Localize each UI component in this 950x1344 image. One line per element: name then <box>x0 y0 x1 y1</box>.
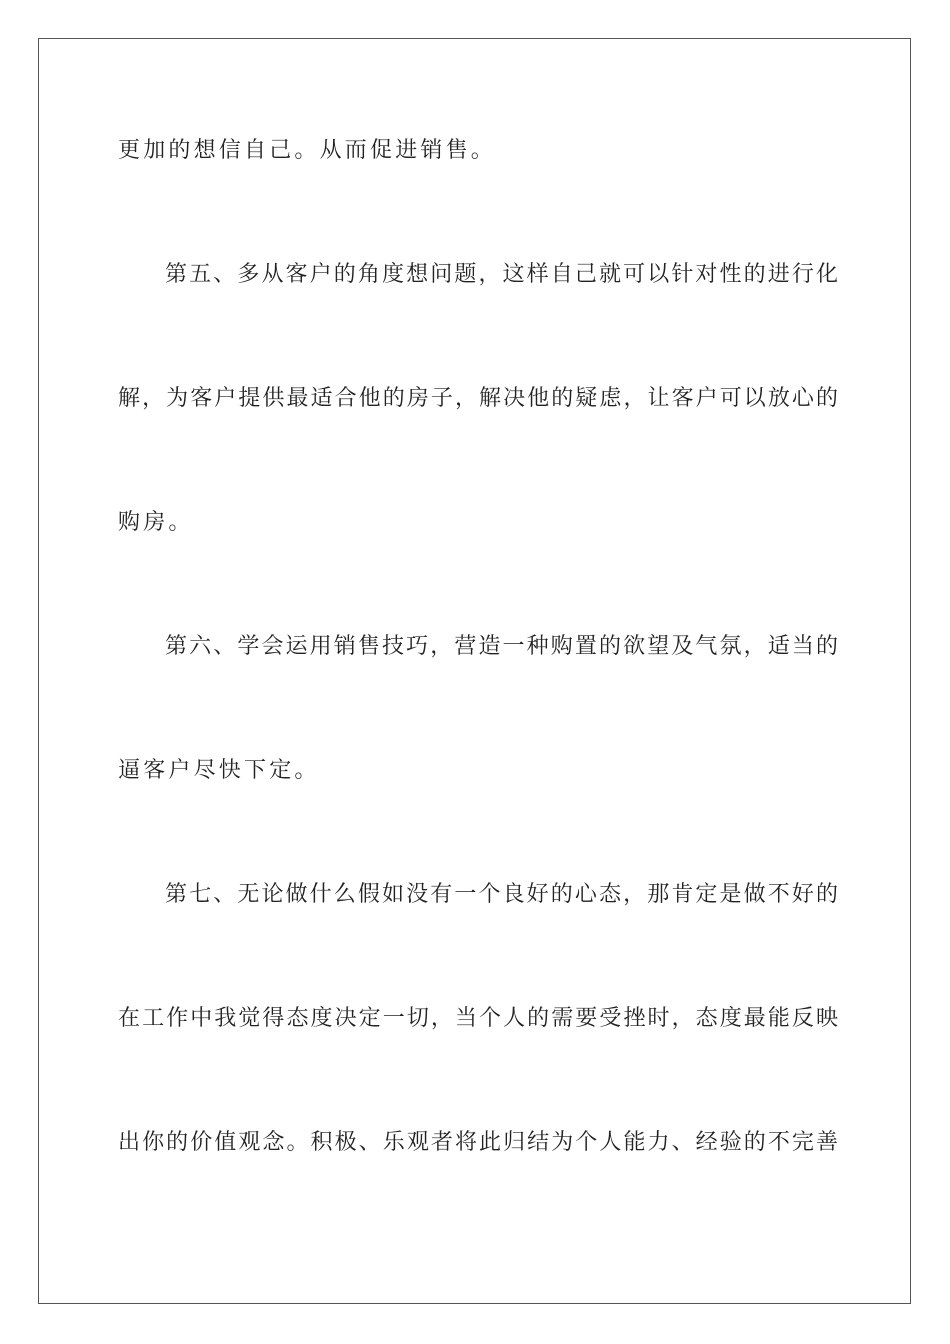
text-line-8: 在工作中我觉得态度决定一切，当个人的需要受挫时，态度最能反映 <box>118 1006 838 1031</box>
text-line-7: 第七、无论做什么假如没有一个良好的心态，那肯定是做不好的 <box>165 882 838 907</box>
text-line-3: 解，为客户提供最适合他的房子，解决他的疑虑，让客户可以放心的 <box>118 386 838 411</box>
text-line-2: 第五、多从客户的角度想问题，这样自己就可以针对性的进行化 <box>165 262 838 287</box>
page-border <box>38 38 911 1304</box>
text-line-6: 逼客户尽快下定。 <box>118 758 320 783</box>
text-line-4: 购房。 <box>118 510 194 535</box>
text-line-9: 出你的价值观念。积极、乐观者将此归结为个人能力、经验的不完善 <box>118 1130 838 1155</box>
text-line-5: 第六、学会运用销售技巧，营造一种购置的欲望及气氛，适当的 <box>165 634 838 659</box>
text-line-1: 更加的想信自己。从而促进销售。 <box>118 138 497 163</box>
